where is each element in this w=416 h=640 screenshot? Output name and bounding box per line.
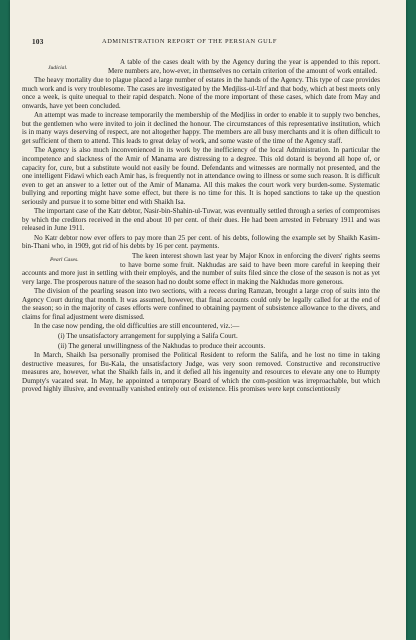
running-title: ADMINISTRATION REPORT OF THE PERSIAN GULF [102, 38, 278, 45]
paragraph-9: In the case now pending, the old difficulties are still encountered, viz.:— [34, 322, 240, 331]
list-item: (i) The unsatisfactory arrangement for supplying a Salifa Court. [58, 331, 238, 340]
paragraph-4: The Agency is also much inconvenienced in its work by the inefficiency of the local Administration. In particular the incompetence and slackness of the Amir of Manama are distressing to a degree. This old dotard is beyond all hope of, or capacity for, cure, but a substitute would not easily be found. Defendants and witnesses are normally not presented, and the one intelligent Fidawi which each Amir has, is frequently not in attendance owing to illness or some such reason. It is difficult even to get an answer to a letter out of the Amir of Manama. All this makes the court work very burden-some. Systematic bullying and reporting might have some effect, but there is no time for this. It is hoped sanctions to take up the question seriously and pursue it to some bitter end with Shaikh Isa. [22, 146, 380, 206]
margin-note-pearl-cases: Pearl Cases. [50, 257, 79, 264]
paragraph-3: An attempt was made to increase temporarily the membership of the Medjliss in order to enable it to supply two benches, but the gentlemen who were invited to join it declined the honour. The circumstances of this representative institution, which is in many ways deserving of respect, are not altogether happy. The members are all busy merchants and it is often difficult to get sufficient of them to attend. This leads to great delay of work, and some waste of the time of the Agency staff. [22, 111, 380, 145]
margin-note-judicial: Judicial. [48, 65, 68, 71]
paragraph-5: The important case of the Katr debtor, Nasir-bin-Shahin-ul-Tuwar, was eventually settled through a series of compromises by which the creditors received in the end about 10 per cent. of their dues. He had been arrested in February 1911 and was released in June 1911. [22, 207, 380, 233]
list-item: (ii) The general unwillingness of the Nakhudas to produce their accounts. [58, 341, 266, 350]
paragraph-2: The heavy mortality due to plague placed a large number of estates in the hands of the Agency. This type of case provides much work and is very troublesome. The cases are investigated by the Medjliss-ul-Urf and that body, which at best meets only once a week, is quite unequal to their rapid despatch. None of the more important of these cases, which date from May and onwards, have yet been concluded. [22, 76, 380, 110]
paragraph-1: Judicial. A table of the cases dealt with by the Agency during the year is appended to this report. Mere numbers are, how-ever, in themselves no certain criterion of the amount of work entailed. [48, 58, 380, 75]
paragraph-8: The division of the pearling season into two sections, with a recess during Ramzan, brought a large crop of suits into the Agency Court during that month. It was assumed, however, that final accounts could only be legally called for at the end of the season; so in the majority of cases efforts were confined to obtaining payment of subsistence allowance to the divers, and claims for final adjustment were dismissed. [22, 287, 380, 321]
closing-paragraph: In March, Shaikh Isa personally promised the Political Resident to reform the Salifa, and he lost no time in taking destructive measures, for Bu-Kala, the unsatisfactory Judge, was very soon removed. Constructive and reconstructive measures are, however, what the Shaikh fails in, and it defied all his ingenuity and resources to elevate any one to Humpty Dumpty's vacated seat. In May, he appointed a temporary Board of which the com-position was irreproachable, but which proved highly illusive, and eventually vanished entirely out of existence. His promises were kept conscientiously [22, 351, 380, 394]
page-number: 103 [32, 38, 44, 46]
document-body [22, 58, 380, 395]
difficulties-list [58, 332, 380, 350]
paragraph-7: Pearl Cases. The keen interest shown last year by Major Knox in enforcing the divers' rights seems to have borne some fruit. Nakhudas are said to have been more careful in keeping their accounts and more just in settling with their employés, and the number of suits filed since the close of the season is not as yet very large. The prosperous nature of the season had no doubt some effect in making the Nakhudas more generous. [22, 252, 380, 286]
paragraph-6: No Katr debtor now ever offers to pay more than 25 per cent. of his debts, following the example set by Shaikh Kasim-bin-Thani who, in 1909, got rid of his debts by 16 per cent. payments. [22, 233, 380, 251]
